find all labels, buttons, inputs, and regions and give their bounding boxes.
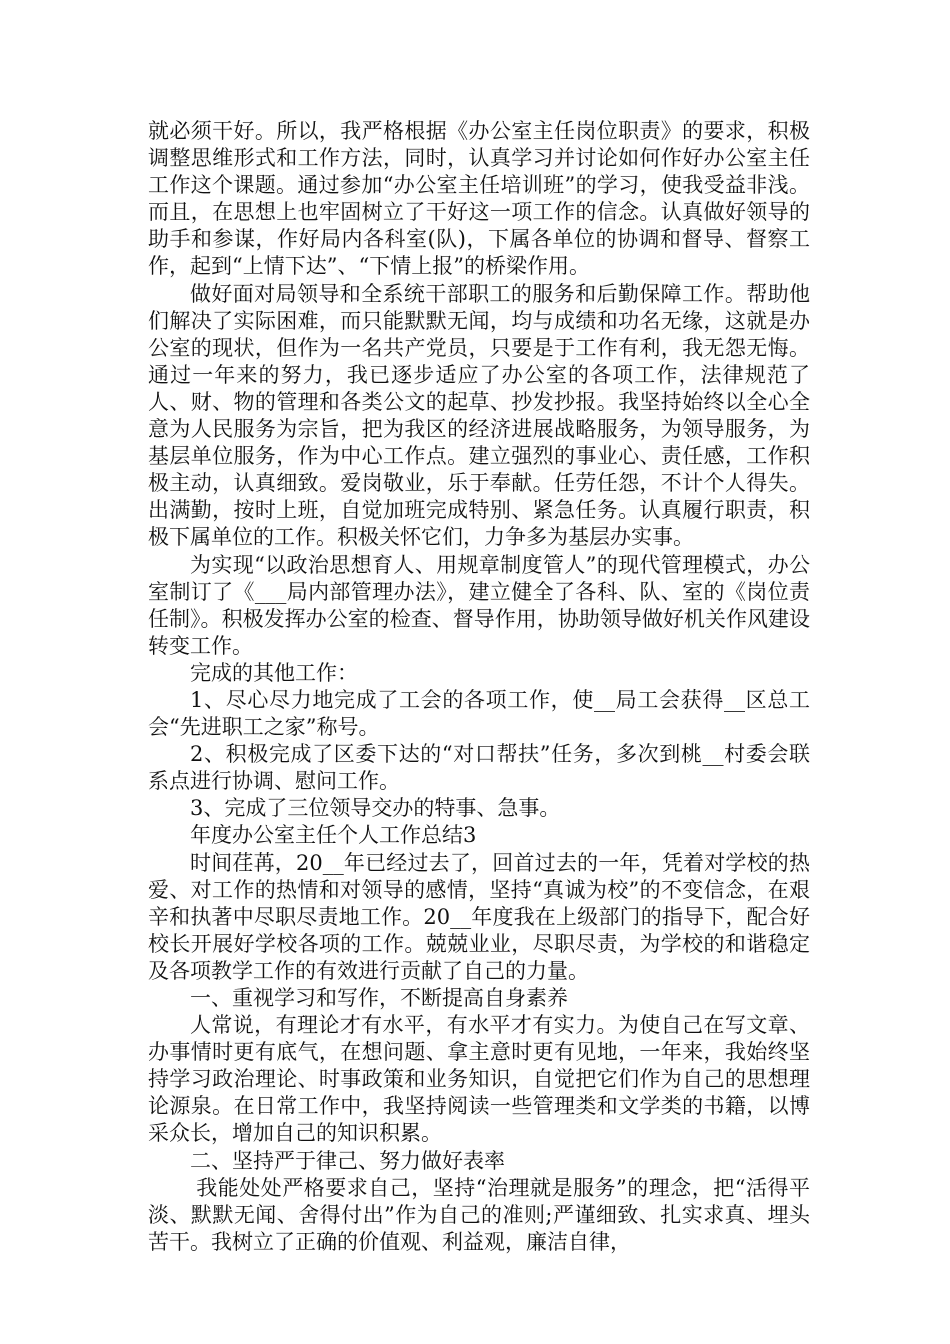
paragraph-9: 时间荏苒，20__年已经过去了，回首过去的一年，凭着对学校的热爱、对工作的热情和对领导的感情，坚持“真诚为校”的不变信念，在艰辛和执著中尽职尽责地工作。20__年度我在上级部门的指导下，配合好校长开展好学校各项的工作。兢兢业业，尽职尽责，为学校的和谐稳定及各项教学工作的有效进行贡献了自己的力量。 xyxy=(148,850,810,983)
paragraph-11: 人常说，有理论才有水平，有水平才有实力。为使自己在写文章、办事情时更有底气，在想问题、拿主意时更有见地，一年来，我始终坚持学习政治理论、时事政策和业务知识，自觉把它们作为自己的思想理论源泉。在日常工作中，我坚持阅读一些管理类和文学类的书籍，以博采众长，增加自己的知识积累。 xyxy=(148,1013,810,1146)
paragraph-7: 3、完成了三位领导交办的特事、急事。 xyxy=(190,796,561,821)
heading-2: 二、坚持严于律己、努力做好表率 xyxy=(190,1148,505,1173)
paragraph-3: 为实现“以政治思想育人、用规章制度管人”的现代管理模式，办公室制订了《___局内部管理办法》，建立健全了各科、队、室的《岗位责任制》。积极发挥办公室的检查、督导作用，协助领导做好机关作风建设转变工作。 xyxy=(148,552,810,658)
heading-1: 一、重视学习和写作，不断提高自身素养 xyxy=(190,986,568,1010)
paragraph-5: 1、尽心尽力地完成了工会的各项工作，使__局工会获得__区总工会“先进职工之家”称号。 xyxy=(148,687,810,740)
paragraph-1: 就必须干好。所以，我严格根据《办公室主任岗位职责》的要求，积极调整思维形式和工作方法，同时，认真学习并讨论如何作好办公室主任工作这个课题。通过参加“办公室主任培训班”的学习，使我受益非浅。而且，在思想上也牢固树立了干好这一项工作的信念。认真做好领导的助手和参谋，作好局内各科室(队)，下属各单位的协调和督导、督察工作，起到“上情下达”、“下情上报”的桥梁作用。 xyxy=(148,119,810,279)
section-title: 年度办公室主任个人工作总结3 xyxy=(190,823,477,848)
paragraph-2: 做好面对局领导和全系统干部职工的服务和后勤保障工作。帮助他们解决了实际困难，而只能默默无闻，均与成绩和功名无缘，这就是办公室的现状，但作为一名共产党员，只要是于工作有利，我无怨无悔。通过一年来的努力，我已逐步适应了办公室的各项工作，法律规范了人、财、物的管理和各类公文的起草、抄发抄报。我坚持始终以全心全意为人民服务为宗旨，把为我区的经济进展战略服务，为领导服务，为基层单位服务，作为中心工作点。建立强烈的事业心、责任感，工作积极主动，认真细致。爱岗敬业，乐于奉献。任劳任怨，不计个人得失。出满勤，按时上班，自觉加班完成特别、紧急任务。认真履行职责，积极下属单位的工作。积极关怀它们，力争多为基层办实事。 xyxy=(148,281,810,550)
document-page xyxy=(148,118,810,1256)
paragraph-13: 我能处处严格要求自己，坚持“治理就是服务”的理念，把“活得平淡、默默无闻、舍得付出”作为自己的准则;严谨细致、扎实求真、埋头苦干。我树立了正确的价值观、利益观，廉洁自律， xyxy=(148,1175,810,1254)
paragraph-4: 完成的其他工作： xyxy=(190,660,358,685)
paragraph-6: 2、积极完成了区委下达的“对口帮扶”任务，多次到桃__村委会联系点进行协调、慰问工作。 xyxy=(148,742,810,794)
